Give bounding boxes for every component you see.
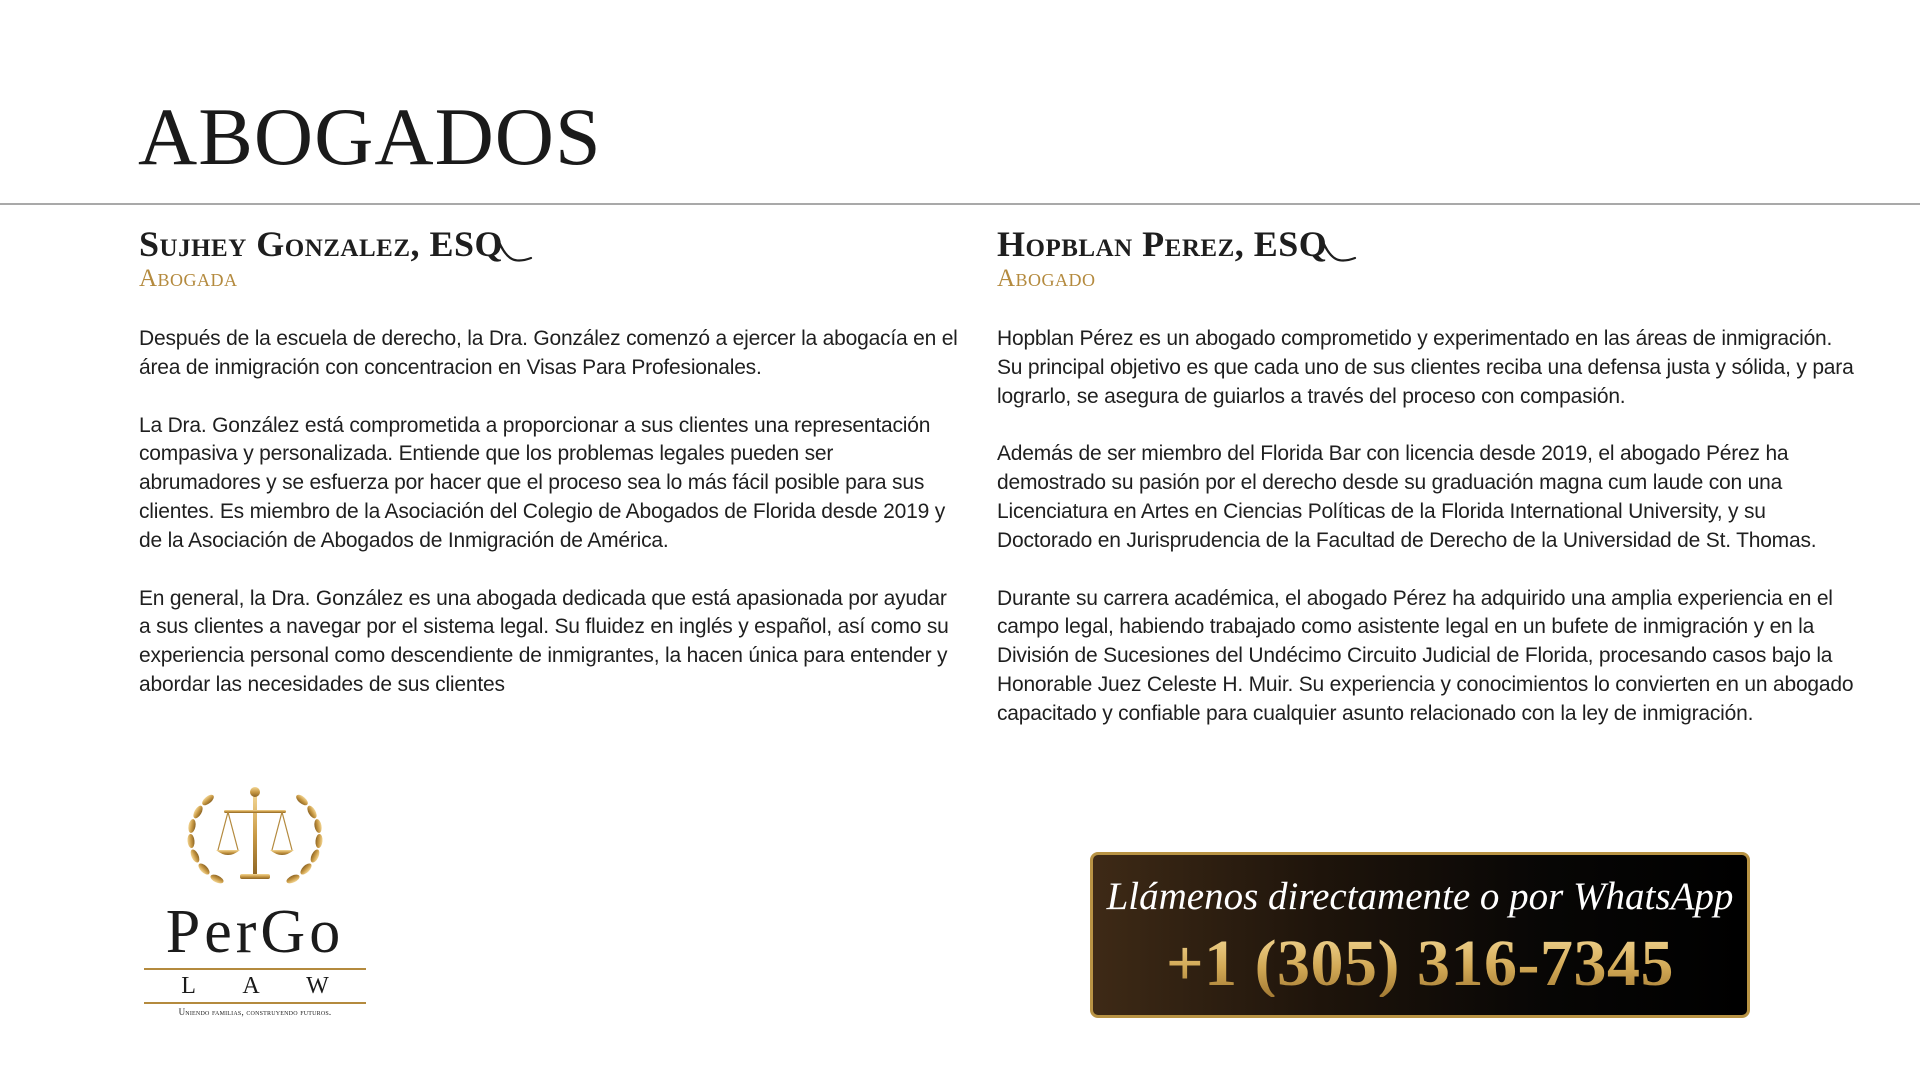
call-to-action-text: Llámenos directamente o por WhatsApp (1106, 875, 1734, 918)
bio-paragraph: La Dra. González está comprometida a proporcionar a sus clientes una representación compasiva y personalizada. Entiende que los problemas legales pueden ser abrumadores y se esfuerza por hacer que el proceso sea lo más fácil posible para sus clientes. Es miembro de la Asociación del Colegio de Abogados de Florida desde 2019 y de la Asociación de Abogados de Inmigración de América. (139, 413, 946, 552)
phone-number[interactable]: +1 (305) 316-7345 (1093, 931, 1747, 997)
bio-paragraph: Durante su carrera académica, el abogado Pérez ha adquirido una amplia experiencia en el campo legal, habiendo trabajado como asistente legal en un bufete de inmigración y en la División de Sucesiones del Undécimo Circuito Judicial de Florida, procesando casos bajo la Honorable Juez Celeste H. Muir. Su experiencia y conocimientos lo convierten en un abogado capacitado y confiable para cualquier asunto relacionado con la ley de inmigración. (997, 586, 1854, 725)
bio-paragraph: Además de ser miembro del Florida Bar con licencia desde 2019, el abogado Pérez ha demostrado su pasión por el derecho desde su graduación magna cum laude con una Licenciatura en Artes en Ciencias Políticas de la Florida International University, y su Doctorado en Jurisprudencia de la Facultad de Derecho de la Universidad de St. Thomas. (997, 442, 1817, 552)
lawyer-name-text: Hopblan Perez, ESQ (997, 224, 1328, 264)
logo-law-letters (140, 974, 370, 998)
scales-of-justice-laurel-icon (140, 764, 370, 904)
page-title: ABOGADOS (138, 91, 602, 182)
logo-letter: W (306, 973, 329, 999)
lawyer-name-text: Sujhey Gonzalez, ESQ (139, 224, 504, 264)
lawyer-bio (139, 325, 959, 700)
lawyer-name (997, 220, 1857, 262)
logo-tagline: Uniendo familias, construyendo futuros. (178, 1007, 332, 1017)
logo-rule-top (144, 968, 366, 970)
lawyer-name (139, 220, 959, 262)
pergo-law-logo (140, 764, 370, 1028)
logo-rule-bottom (144, 1002, 366, 1004)
bio-paragraph: Hopblan Pérez es un abogado comprometido y experimentado en las áreas de inmigración. Su principal objetivo es que cada uno de sus clientes reciba una defensa justa y sólida, y para lograrlo, se asegura de guiarlos a través del proceso con compasión. (997, 327, 1854, 408)
lawyer-bio (997, 325, 1857, 729)
swash-icon (497, 238, 533, 268)
bio-paragraph: Después de la escuela de derecho, la Dra. González comenzó a ejercer la abogacía en el área de inmigración con concentracion en Visas Para Profesionales. (139, 327, 958, 379)
logo-letter: L (181, 973, 196, 999)
header-divider (0, 203, 1920, 205)
swash-icon (1321, 238, 1357, 268)
lawyer-role: Abogada (139, 265, 238, 292)
lawyer-card-perez (997, 220, 1857, 758)
bio-paragraph: En general, la Dra. González es una abogada dedicada que está apasionada por ayudar a sus clientes a navegar por el sistema legal. Su fluidez en inglés y español, así como su experiencia personal como descendiente de inmigrantes, la hacen única para entender y abordar las necesidades de sus clientes (139, 586, 949, 696)
logo-wordmark: PerGo (165, 898, 345, 966)
lawyer-role: Abogado (997, 265, 1096, 292)
call-to-action-box[interactable] (1090, 852, 1750, 1018)
logo-letter: A (242, 973, 260, 999)
lawyer-card-gonzalez (139, 220, 959, 729)
